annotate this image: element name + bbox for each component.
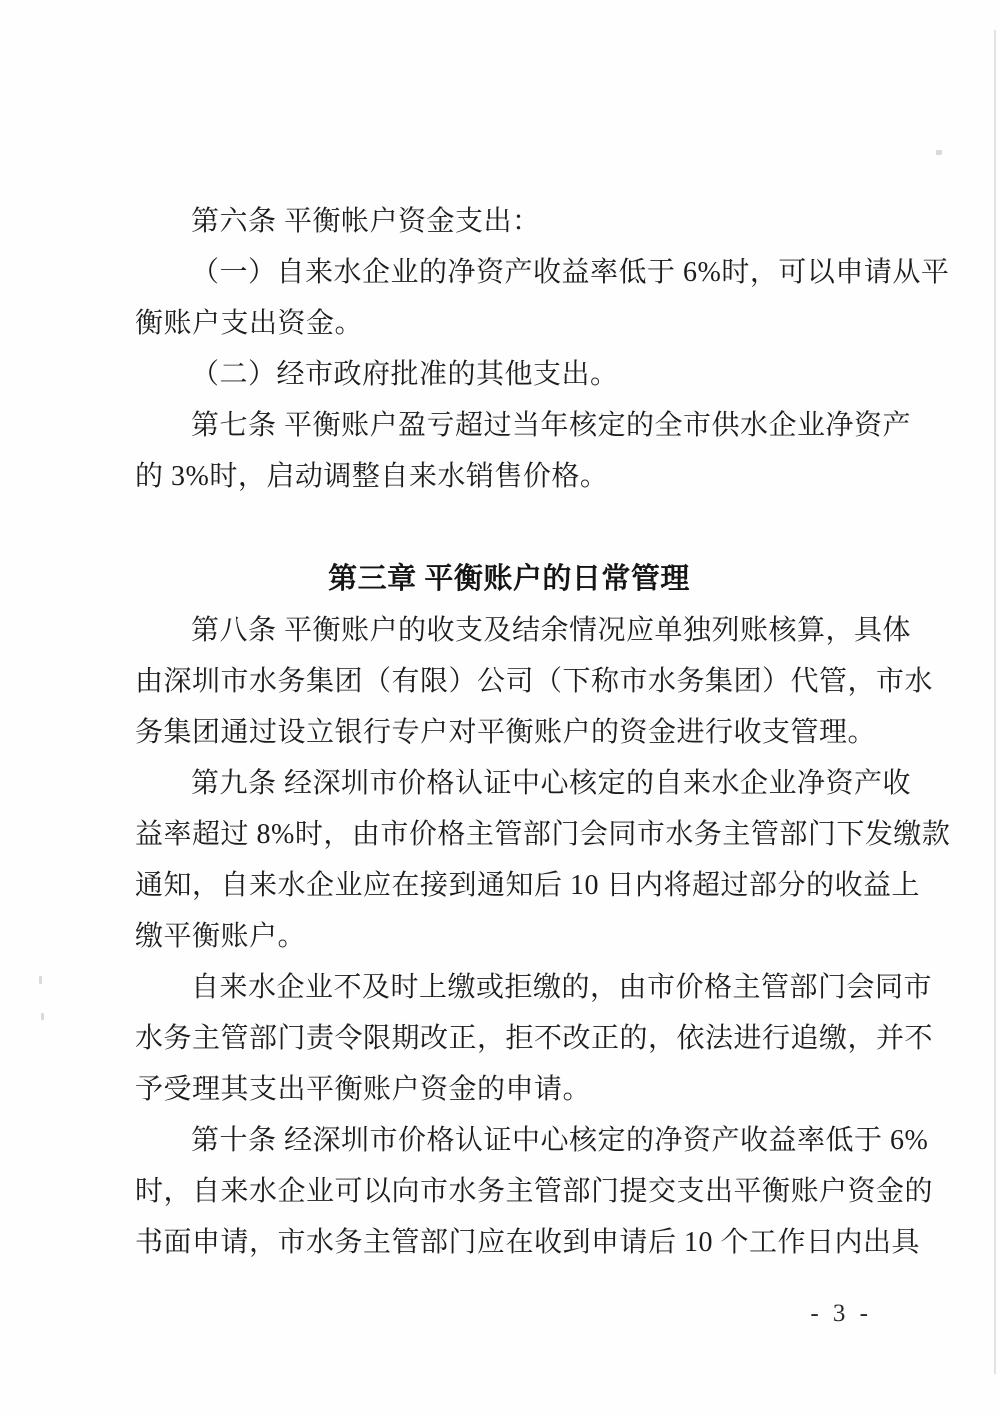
text-line-article-7-cont: 的 3%时，启动调整自来水销售价格。 xyxy=(135,461,609,492)
text-line-article-9-cont-3: 缴平衡账户。 xyxy=(135,921,307,952)
text-line-para-overdue: 自来水企业不及时上缴或拒缴的，由市价格主管部门会同市 xyxy=(191,972,933,1003)
page-number: - 3 - xyxy=(810,1300,872,1327)
text-line-item-1: （一）自来水企业的净资产收益率低于 6%时，可以申请从平 xyxy=(191,257,950,288)
scan-speck-artifact xyxy=(39,976,42,984)
text-line-article-8-cont-1: 由深圳市水务集团（有限）公司（下称市水务集团）代管，市水 xyxy=(135,666,934,697)
text-line-article-6: 第六条 平衡帐户资金支出： xyxy=(191,206,541,237)
text-line-para-overdue-2: 水务主管部门责令限期改正，拒不改正的，依法进行追缴，并不 xyxy=(135,1023,934,1054)
text-line-article-7: 第七条 平衡账户盈亏超过当年核定的全市供水企业净资产 xyxy=(191,410,912,441)
text-line-article-9-cont-1: 益率超过 8%时，由市价格主管部门会同市水务主管部门下发缴款 xyxy=(135,819,951,850)
document-text-body xyxy=(135,196,951,1268)
text-line-article-8-cont-2: 务集团通过设立银行专户对平衡账户的资金进行收支管理。 xyxy=(135,717,877,748)
text-line-article-9: 第九条 经深圳市价格认证中心核定的自来水企业净资产收 xyxy=(191,768,912,799)
chapter-heading: 第三章 平衡账户的日常管理 xyxy=(328,563,690,595)
scan-speck-artifact xyxy=(41,1013,44,1020)
scan-speck-artifact xyxy=(936,150,942,155)
scan-edge-artifact xyxy=(994,30,996,1374)
text-line-item-1-cont: 衡账户支出资金。 xyxy=(135,308,364,339)
text-line-article-8: 第八条 平衡账户的收支及结余情况应单独列账核算，具体 xyxy=(191,615,912,646)
text-line-item-2: （二）经市政府批准的其他支出。 xyxy=(191,359,619,390)
text-line-article-10-cont-2: 书面申请，市水务主管部门应在收到申请后 10 个工作日内出具 xyxy=(135,1227,921,1258)
text-line-article-10: 第十条 经深圳市价格认证中心核定的净资产收益率低于 6% xyxy=(191,1125,929,1156)
text-line-para-overdue-3: 予受理其支出平衡账户资金的申请。 xyxy=(135,1074,592,1105)
text-line-article-9-cont-2: 通知，自来水企业应在接到通知后 10 日内将超过部分的收益上 xyxy=(135,870,921,901)
text-line-article-10-cont-1: 时，自来水企业可以向市水务主管部门提交支出平衡账户资金的 xyxy=(135,1176,934,1207)
